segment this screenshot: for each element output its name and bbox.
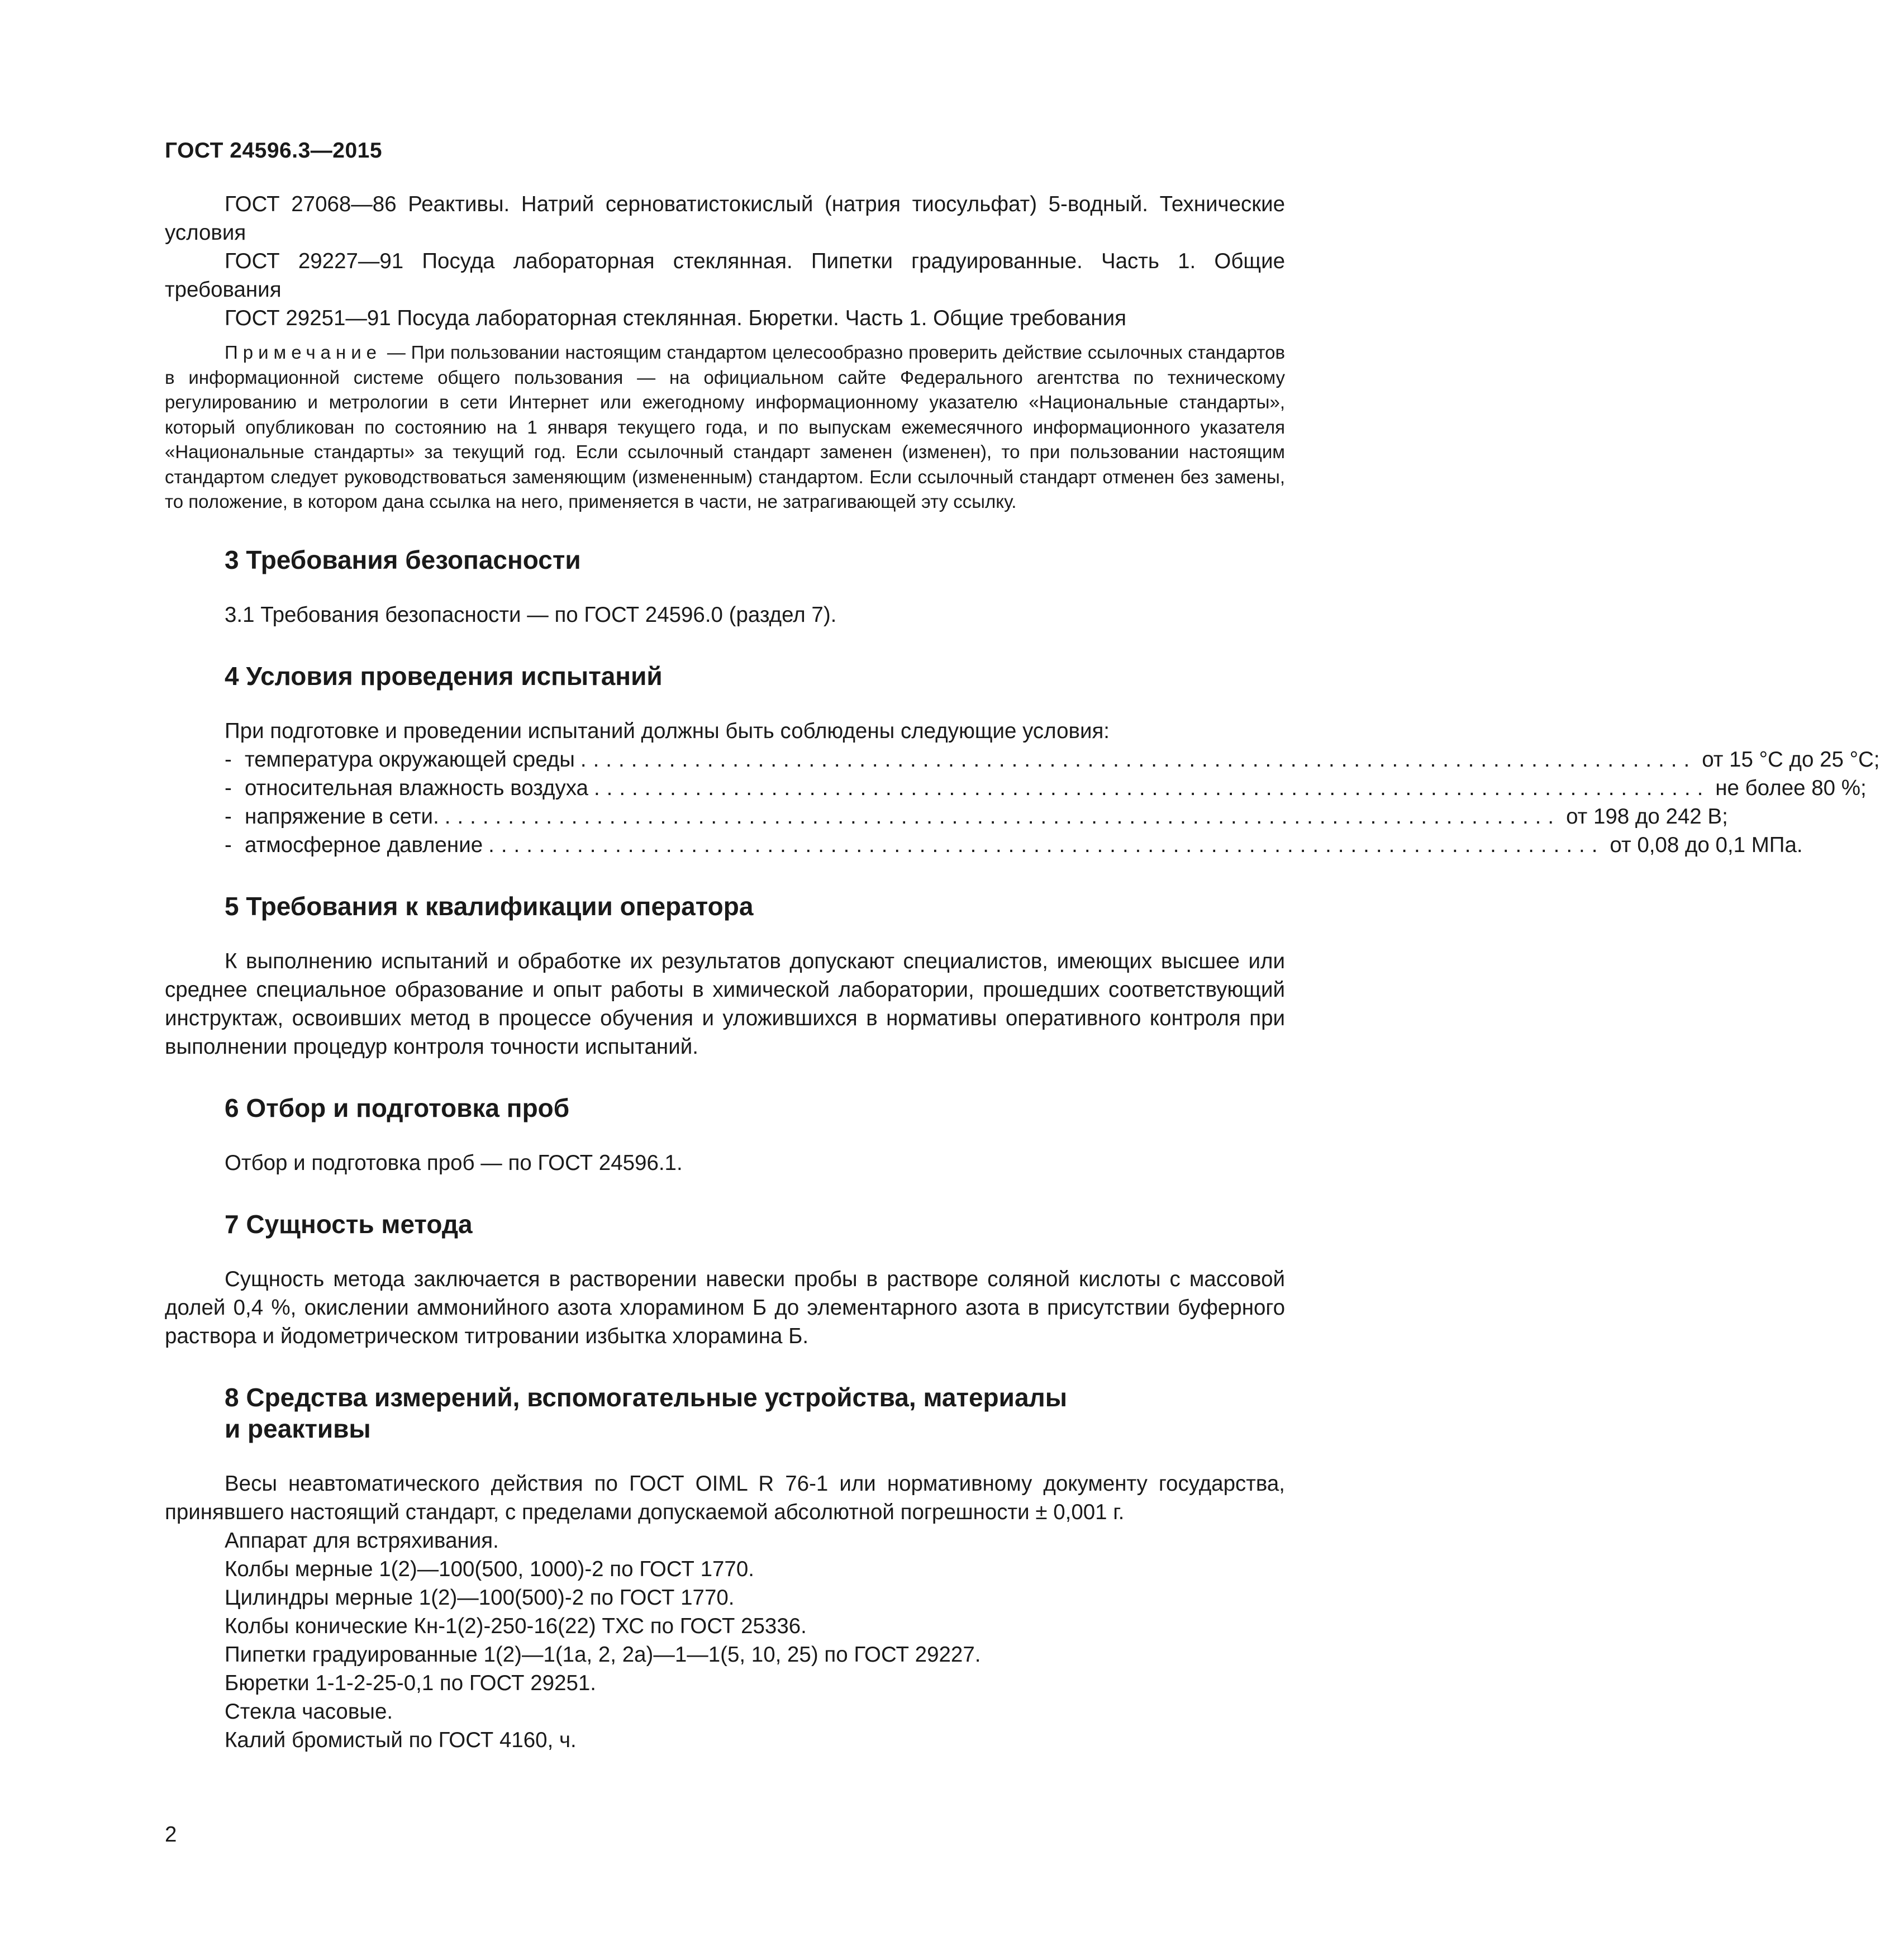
condition-label: относительная влажность воздуха	[245, 776, 588, 800]
section-4-intro: При подготовке и проведении испытаний должны быть соблюдены следующие условия:	[225, 719, 1110, 743]
section-3-heading: 3 Требования безопасности	[225, 545, 581, 574]
equipment-item: Пипетки градуированные 1(2)—1(1а, 2, 2а)—1—1(5, 10, 25) по ГОСТ 29227.	[225, 1642, 981, 1667]
dot-leader: ........................................................................................	[488, 832, 1605, 857]
section-4-heading: 4 Условия проведения испытаний	[225, 661, 663, 691]
condition-temperature	[225, 745, 1880, 774]
reference-gost-27068: ГОСТ 27068—86 Реактивы. Натрий серноватистокислый (натрия тиосульфат) 5-водный. Технические условия	[165, 192, 1285, 245]
list-dash: -	[225, 832, 232, 857]
dot-leader: ........................................................................................	[593, 776, 1710, 800]
dot-leader: ........................................................................................	[444, 804, 1561, 829]
running-header: ГОСТ 24596.3—2015	[165, 139, 383, 163]
section-8-heading-line1: 8 Средства измерений, вспомогательные устройства, материалы	[225, 1382, 1068, 1412]
list-dash: -	[225, 747, 232, 772]
section-6-text: Отбор и подготовка проб — по ГОСТ 24596.1.	[225, 1150, 683, 1175]
equipment-item: Цилиндры мерные 1(2)—100(500)-2 по ГОСТ 1770.	[225, 1585, 735, 1610]
equipment-item: Стекла часовые.	[225, 1699, 393, 1724]
list-dash: -	[225, 804, 232, 829]
section-6-heading: 6 Отбор и подготовка проб	[225, 1093, 570, 1122]
section-5-heading: 5 Требования к квалификации оператора	[225, 891, 754, 921]
section-7-text: Сущность метода заключается в растворении навески пробы в растворе соляной кислоты с массовой долей 0,4 %, окислении аммонийного азота хлорамином Б до элементарного азота в присутствии буферного раствора и йодометрическом титровании избытка хлорамина Б.	[165, 1267, 1285, 1348]
reference-gost-29251: ГОСТ 29251—91 Посуда лабораторная стеклянная. Бюретки. Часть 1. Общие требования	[225, 306, 1126, 330]
list-dash: -	[225, 776, 232, 800]
condition-value: от 198 до 242 В;	[1566, 804, 1728, 829]
section-8-scales: Весы неавтоматического действия по ГОСТ OIML R 76-1 или нормативному документу государства, принявшего настоящий стандарт, с пределами допускаемой абсолютной погрешности ± 0,001 г.	[165, 1471, 1285, 1524]
reference-gost-29227: ГОСТ 29227—91 Посуда лабораторная стеклянная. Пипетки градуированные. Часть 1. Общие требования	[165, 249, 1285, 302]
section-5-text: К выполнению испытаний и обработке их результатов допускают специалистов, имеющих высшее или среднее специальное образование и опыт работы в химической лаборатории, прошедших соответствующий инструктаж, освоивших метод в процессе обучения и уложившихся в нормативы оперативного контроля при выполнении процедур контроля точности испытаний.	[165, 949, 1285, 1059]
equipment-item: Калий бромистый по ГОСТ 4160, ч.	[225, 1728, 577, 1752]
condition-value: от 15 °С до 25 °С;	[1702, 747, 1880, 772]
condition-pressure	[225, 831, 1803, 859]
condition-value: от 0,08 до 0,1 МПа.	[1610, 832, 1803, 857]
test-conditions-list	[165, 745, 1880, 859]
equipment-item: Колбы конические Кн-1(2)-250-16(22) ТХС по ГОСТ 25336.	[225, 1614, 807, 1638]
references-note	[165, 340, 1285, 515]
condition-value: не более 80 %;	[1715, 776, 1867, 800]
equipment-item: Колбы мерные 1(2)—100(500, 1000)-2 по ГОСТ 1770.	[225, 1557, 754, 1581]
condition-voltage	[225, 802, 1728, 831]
dot-leader: ........................................................................................	[580, 747, 1697, 772]
section-8-heading-line2: и реактивы	[225, 1414, 371, 1443]
note-text: — При пользовании настоящим стандартом целесообразно проверить действие ссылочных стандартов в информационной системе общего пользования — на официальном сайте Федерального агентства по техническому регулированию и метрологии в сети Интернет или ежегодному информационному указателю «Национальные стандарты», который опубликован по состоянию на 1 января текущего года, и по выпускам ежемесячного информационного указателя «Национальные стандарты» за текущий год. Если ссылочный стандарт заменен (изменен), то при пользовании настоящим стандартом следует руководствоваться заменяющим (измененным) стандартом. Если ссылочный стандарт отменен без замены, то положение, в котором дана ссылка на него, применяется в части, не затрагивающей эту ссылку.	[165, 342, 1285, 512]
equipment-item: Аппарат для встряхивания.	[225, 1528, 499, 1553]
condition-humidity	[225, 774, 1867, 802]
page-number: 2	[165, 1823, 177, 1847]
note-label: Примечание	[225, 342, 382, 363]
equipment-item: Бюретки 1-1-2-25-0,1 по ГОСТ 29251.	[225, 1671, 597, 1695]
condition-label: напряжение в сети.	[245, 804, 439, 829]
section-3-text: 3.1 Требования безопасности — по ГОСТ 24596.0 (раздел 7).	[225, 602, 837, 627]
condition-label: атмосферное давление	[245, 832, 483, 857]
page-content	[165, 190, 1880, 1754]
condition-label: температура окружающей среды	[245, 747, 575, 772]
section-7-heading: 7 Сущность метода	[225, 1209, 473, 1239]
section-8-heading	[165, 1382, 1285, 1444]
